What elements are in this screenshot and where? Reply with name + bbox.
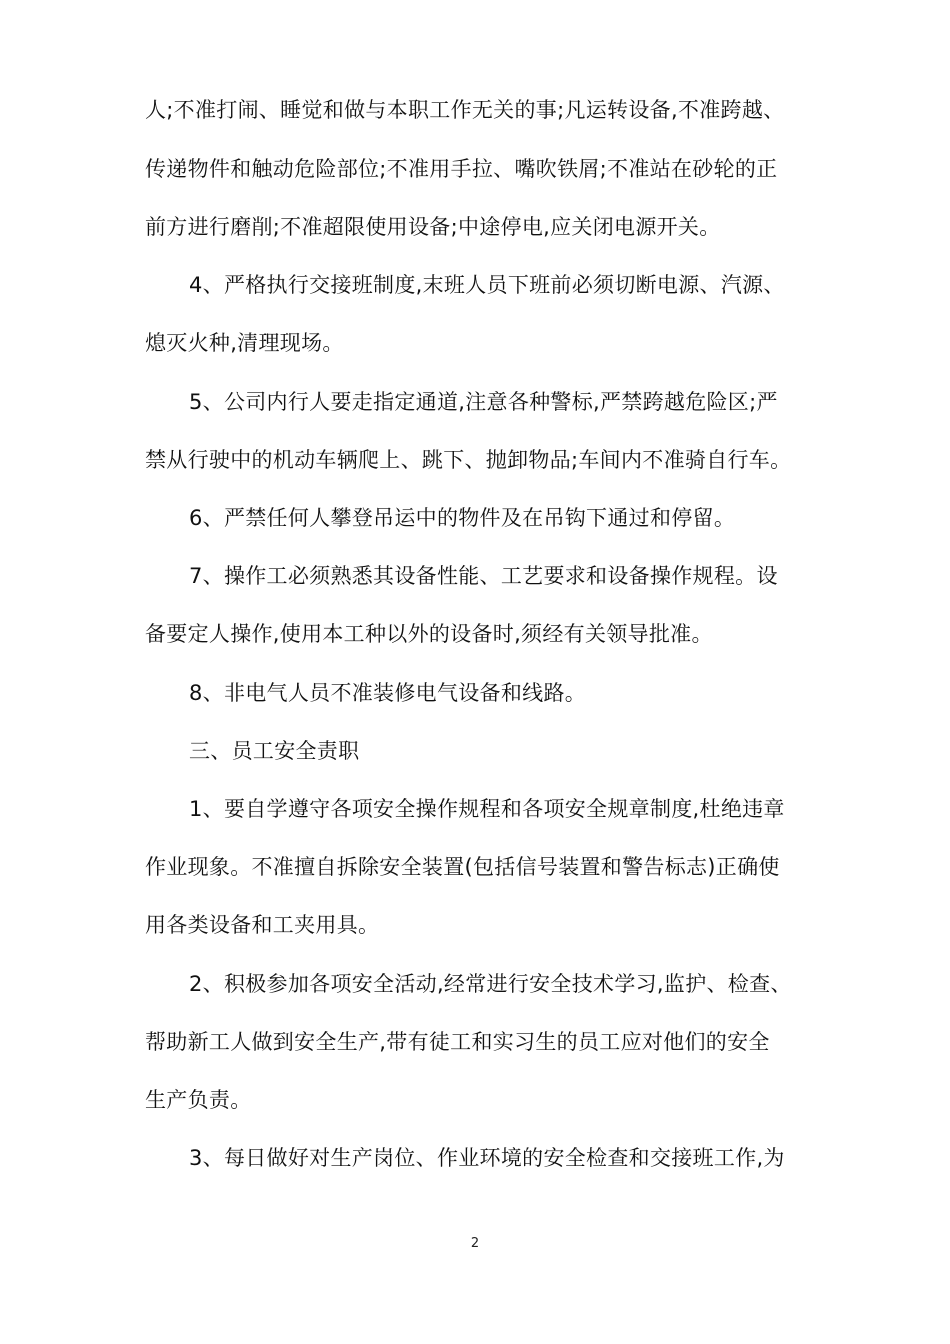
text-line: 5、公司内行人要走指定通道,注意各种警标,严禁跨越危险区;严 bbox=[189, 390, 778, 414]
text-line: 禁从行驶中的机动车辆爬上、跳下、抛卸物品;车间内不准骑自行车。 bbox=[145, 448, 792, 472]
text-line: 传递物件和触动危险部位;不准用手拉、嘴吹铁屑;不准站在砂轮的正 bbox=[145, 157, 778, 181]
section-heading: 三、员工安全责职 bbox=[189, 739, 360, 763]
text-line: 备要定人操作,使用本工种以外的设备时,须经有关领导批准。 bbox=[145, 622, 713, 646]
text-line: 7、操作工必须熟悉其设备性能、工艺要求和设备操作规程。设 bbox=[189, 564, 778, 588]
page-number: 2 bbox=[470, 1236, 480, 1251]
text-line: 前方进行磨削;不准超限使用设备;中途停电,应关闭电源开关。 bbox=[145, 215, 721, 239]
text-line: 作业现象。不准擅自拆除安全装置(包括信号装置和警告标志)正确使 bbox=[145, 855, 780, 879]
text-line: 用各类设备和工夹用具。 bbox=[145, 913, 380, 937]
text-line: 熄灭火种,清理现场。 bbox=[145, 331, 344, 355]
text-line: 帮助新工人做到安全生产,带有徒工和实习生的员工应对他们的安全 bbox=[145, 1030, 770, 1054]
text-line: 2、积极参加各项安全活动,经常进行安全技术学习,监护、检查、 bbox=[189, 972, 792, 996]
text-line: 人;不准打闹、睡觉和做与本职工作无关的事;凡运转设备,不准跨越、 bbox=[145, 98, 785, 122]
text-line: 6、严禁任何人攀登吊运中的物件及在吊钩下通过和停留。 bbox=[189, 506, 736, 530]
text-line: 3、每日做好对生产岗位、作业环境的安全检查和交接班工作,为 bbox=[189, 1146, 785, 1170]
text-line: 4、严格执行交接班制度,末班人员下班前必须切断电源、汽源、 bbox=[189, 273, 785, 297]
text-line: 1、要自学遵守各项安全操作规程和各项安全规章制度,杜绝违章 bbox=[189, 797, 785, 821]
text-line: 8、非电气人员不准装修电气设备和线路。 bbox=[189, 681, 587, 705]
text-line: 生产负责。 bbox=[145, 1088, 252, 1112]
